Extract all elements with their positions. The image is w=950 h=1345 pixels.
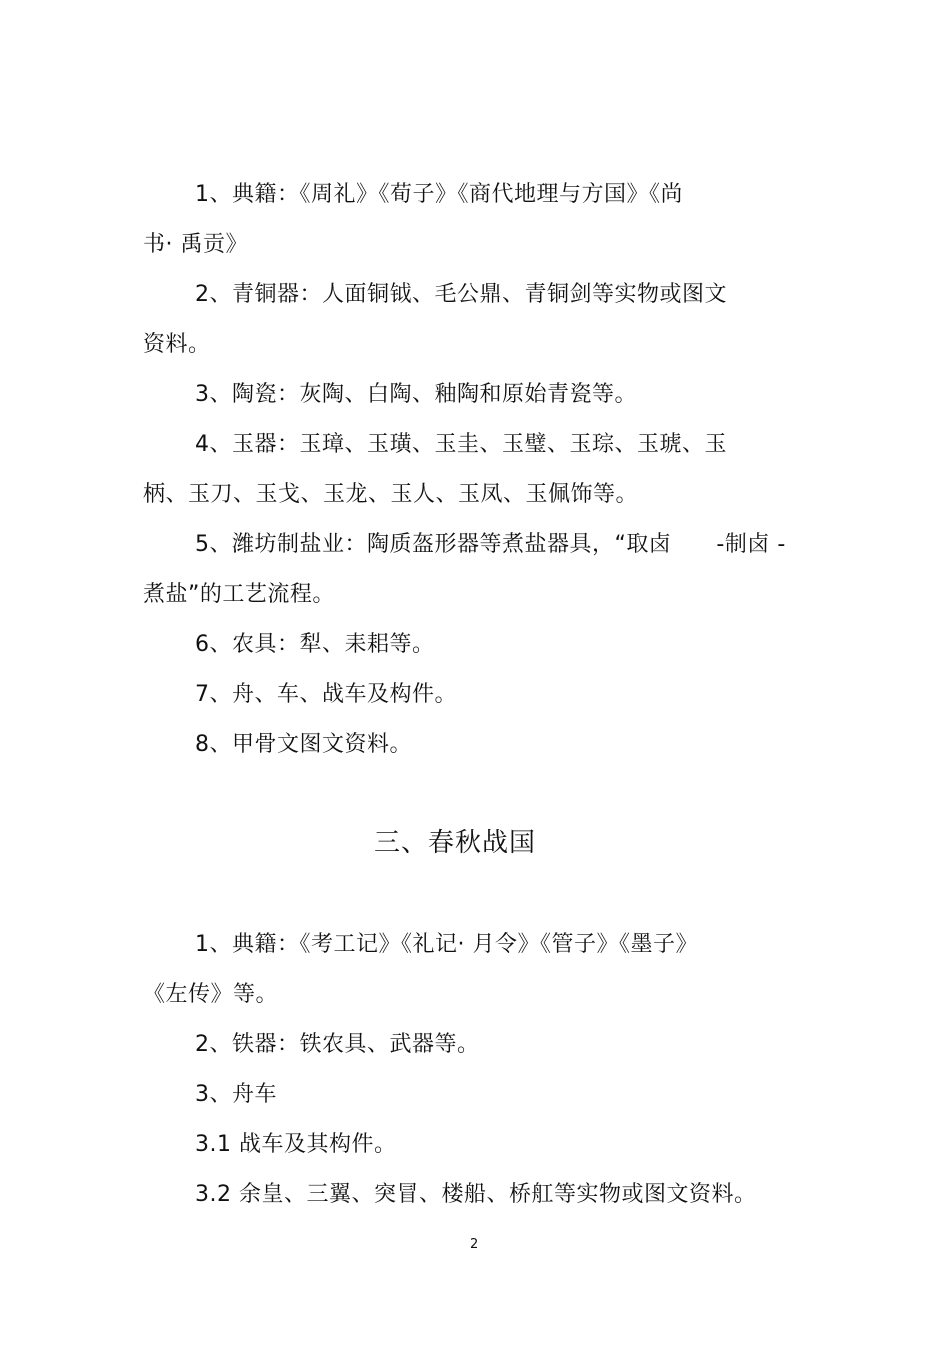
section3-item-1-line-2: 《左传》等。 bbox=[143, 982, 279, 1007]
item-1-line-2: 书· 禹贡》 bbox=[143, 232, 248, 257]
item-5-line-2: 煮盐”的工艺流程。 bbox=[143, 582, 335, 607]
section-heading: 三、春秋战国 bbox=[374, 828, 537, 858]
item-2-line-1: 2、青铜器：人面铜钺、毛公鼎、青铜剑等实物或图文 bbox=[195, 282, 727, 307]
section3-item-1-line-1: 1、典籍：《考工记》《礼记· 月令》《管子》《墨子》 bbox=[195, 932, 698, 957]
item-6-line-1: 6、农具：犁、耒耜等。 bbox=[195, 632, 435, 657]
item-7-line-1: 7、舟、车、战车及构件。 bbox=[195, 682, 457, 707]
page-number: 2 bbox=[470, 1237, 479, 1252]
section3-item-2-line-1: 2、铁器：铁农具、武器等。 bbox=[195, 1032, 480, 1057]
section3-item-3-2-line-1: 3.2 余皇、三翼、突冒、楼船、桥舡等实物或图文资料。 bbox=[195, 1182, 757, 1207]
item-1-line-1: 1、典籍：《周礼》《荀子》《商代地理与方国》《尚 bbox=[195, 182, 683, 207]
item-8-line-1: 8、甲骨文图文资料。 bbox=[195, 732, 412, 757]
item-4-line-2: 柄、玉刀、玉戈、玉龙、玉人、玉凤、玉佩饰等。 bbox=[143, 482, 639, 507]
item-5-line-1: 5、潍坊制盐业：陶质盔形器等煮盐器具，“取卤 -制卤 - bbox=[195, 532, 786, 557]
section3-item-3-1-line-1: 3.1 战车及其构件。 bbox=[195, 1132, 397, 1157]
item-4-line-1: 4、玉器：玉璋、玉璜、玉圭、玉璧、玉琮、玉琥、玉 bbox=[195, 432, 727, 457]
item-3-line-1: 3、陶瓷：灰陶、白陶、釉陶和原始青瓷等。 bbox=[195, 382, 637, 407]
item-2-line-2: 资料。 bbox=[143, 332, 211, 357]
section3-item-3-line-1: 3、舟车 bbox=[195, 1082, 277, 1107]
